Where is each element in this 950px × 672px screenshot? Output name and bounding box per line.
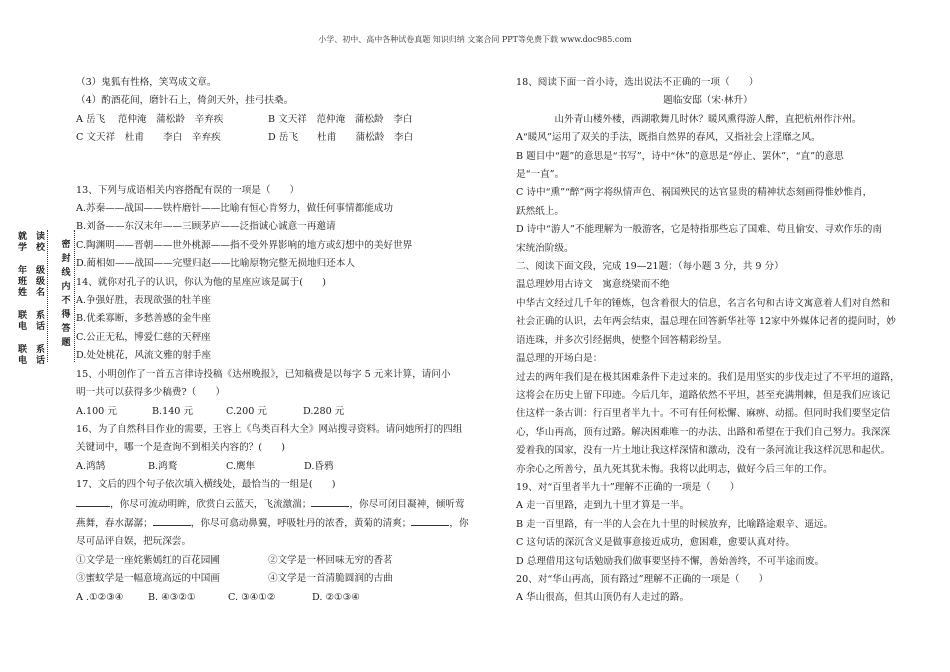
q15-stem-2: 明一共可以获得多少稿费?（ ） (76, 387, 226, 399)
q17-blank-2[interactable] (311, 495, 349, 507)
q17-sentence-1: ①文学是一座姹紫嫣红的百花园圃 (76, 554, 220, 566)
q16-option-b: B.鸿鹜 (148, 460, 178, 472)
q17-text-1: ，你尽可流动明眸，欣赏白云蓝天，飞流激湍； ，你尽可闭目凝神，倾听莺 (76, 495, 460, 514)
section-2-heading: 二、阅读下面文段，完成 19—21题：（每小题 3 分，共 9 分） (516, 261, 784, 273)
q15-option-b: B.140 元 (152, 405, 194, 417)
para-2: 温总理的开场白是： (516, 353, 603, 365)
q15-options (76, 403, 460, 421)
para-3-line-5: 爱着我的国家，没有一片土地让我这样深情和激动，没有一条河流让我这样沉思和起伏。 (516, 445, 891, 457)
q14-option-c: C.公正无私，博爱仁慈的天秤座 (76, 331, 211, 343)
q17-stem: 17、文后的四个句子依次填入横线处，最恰当的一组是( ) (76, 479, 336, 491)
q17-option-c: C. ③④①② (228, 591, 276, 603)
para-3-line-4: 心，华山再高，顶有过路。解决困难唯一的办法、出路和希望在于我们自己努力。我深深 (516, 426, 891, 438)
q17-text-2: 燕舞，春水潺潺； ，你尽可翕动鼻翼，呼吸牡丹的浓香，黄菊的清爽； ，你 (76, 514, 460, 533)
q18-option-b-1: B 题目中“题”的意思是“书写”，诗中“休”的意思是“停止、罢休”，“直”的意思 (516, 150, 844, 162)
q19-option-a: A 走一百里路，走到九十里才算是一半。 (516, 500, 690, 512)
seal-dotted-line-left (47, 230, 60, 362)
class-name-label: 年 级 班 级 姓 名 (18, 266, 46, 298)
q16-option-a: A.鸿鹄 (76, 460, 106, 472)
q17-sentence-3: ③蜜蚊学是一幅意境高远的中国画 (76, 573, 220, 585)
para-3-line-3: 住这样一条古训：行百里者半九十。不可有任何松懈、麻痹、动摇。但同时我们要坚定信 (516, 408, 891, 420)
q17-sentences-12 (76, 552, 460, 570)
para-1-line-3: 语连珠，并多次引经据典，使整个回答精彩纷呈。 (516, 334, 728, 346)
phone-label-1: 联 系 电 话 (18, 311, 46, 332)
binding-margin-info (18, 232, 48, 379)
q15-option-d: D.280 元 (303, 405, 345, 417)
q18-option-d-2: 宋统治阶级。 (516, 242, 574, 254)
q18-option-c-2: 跃然纸上。 (516, 205, 564, 217)
para-1-line-2: 社会正确的认识，去年两会结束，温总理在回答新华社等 12家中外媒体记者的提问时，妙 (516, 316, 896, 328)
q20-option-a: A 华山很高，但其山顶仍有人走过的路。 (516, 592, 690, 604)
q16-option-d: D.昏鸦 (304, 460, 334, 472)
q13-option-d: D.蔺相如——战国——完璧归赵——比喻原物完整无损地归还本人 (76, 258, 356, 270)
para-3-line-6: 亦余心之所善兮，虽九死其犹未悔。我将以此明志，做好今后三年的工作。 (516, 463, 833, 475)
right-column (516, 74, 900, 608)
school-label: 就 读 学 校 (18, 232, 46, 253)
q17-option-a: A .①②③④ (76, 591, 124, 603)
phone-label-2: 联 系 电 话 (18, 345, 46, 366)
q16-option-c: C.鹰隼 (226, 460, 256, 472)
q19-option-b: B 走一百里路，有一半的人会在九十里的时候放弃，比喻路途艰辛、遥远。 (516, 518, 834, 530)
page-header: 小学、初中、高中各种试卷真题 知识归纳 文案合同 PPT等免费下载 www.doc985.com (318, 35, 632, 44)
q12-option-c: C 文天祥 杜甫 李白 辛弃疾 (76, 132, 221, 144)
q18-stem: 18、阅读下面一首小诗，选出说法不正确的一项（ ） (516, 77, 759, 88)
q13-stem: 13、下列与成语相关内容搭配有误的一项是（ ） (76, 184, 300, 196)
q12-item-4: （4）酌酒花间，磨针石上，倚剑天外，挂弓扶桑。 (76, 95, 294, 107)
q12-options-cd (76, 129, 460, 147)
q12-option-b: B 文天祥 范仲淹 蒲松龄 李白 (268, 113, 413, 125)
para-1-line-1: 中华古文经过几千年的锤炼，包含着很大的信息，名言名句和古诗文寓意着人们对自然和 (516, 297, 891, 309)
q12-option-a: A 岳飞 范仲淹 蒲松龄 辛弃疾 (76, 113, 224, 125)
q12-option-d: D 岳飞 杜甫 蒲松龄 李白 (268, 132, 414, 144)
q13-option-c: C.陶渊明——晋朝——世外桃源——指不受外界影响的地方或幻想中的美好世界 (76, 239, 413, 251)
q12-options-ab (76, 111, 460, 129)
q17-blank-4[interactable] (411, 514, 449, 526)
para-3-line-2: 这将会在历史上留下印迹。今后几年，道路依然不平坦，甚至充满荆棘，但是我们应该记 (516, 389, 891, 401)
q19-option-d: D 总理借用这句话勉励我们做事要坚持不懈，善始善终，不可半途而废。 (516, 555, 825, 567)
q17-sentences-34 (76, 570, 460, 588)
q15-option-a: A.100 元 (76, 405, 117, 417)
q17-option-d: D. ②①③④ (312, 591, 360, 603)
q13-option-b: B.刘备——东汉末年——三顾茅庐——泛指诚心诚意一再邀请 (76, 221, 336, 233)
q16-stem-2: 关键词中，哪一个是查询不到相关内容的？( ) (76, 442, 285, 454)
q15-stem-1: 15、小明创作了一首五言律诗投稿《达州晚报》，已知稿费是以每字 5 元来计算，请问小 (76, 368, 451, 380)
q17-sentence-2: ②文学是一杯回味无穷的香茗 (268, 554, 393, 566)
q14-option-b: B.优柔寡断，多愁善感的金牛座 (76, 313, 211, 325)
q13-option-a: A.苏秦——战国——铁杵磨针——比喻有恒心肯努力，做任何事情都能成功 (76, 203, 393, 215)
q17-blank-1[interactable] (76, 495, 110, 507)
q17-sentence-4: ④文学是一首清脆圆润的古曲 (268, 573, 393, 585)
q16-stem-1: 16、为了自然科目作业的需要，王容上《鸟类百科大全》网站搜寻资料。请问她所打的四组 (76, 423, 463, 435)
q14-stem: 14、就你对孔子的认识，你认为他的星座应该是属于( ) (76, 276, 326, 288)
poem-text: 山外青山楼外楼，西湖歌舞几时休？暖风熏得游人醉，直把杭州作汴州。 (554, 113, 862, 125)
q15-option-c: C.200 元 (226, 405, 268, 417)
seal-dotted-line-right (74, 230, 75, 362)
para-3-line-1: 过去的两年我们是在极其困难条件下走过来的。我们是用坚实的步伐走过了不平坦的道路， (516, 371, 900, 383)
q18-option-b-2: 是“一直”。 (516, 169, 565, 181)
q16-options (76, 458, 460, 476)
q18-option-a: A“暖风”运用了双关的手法，既指自然界的春风，又指社会上淫靡之风。 (516, 132, 821, 144)
q14-option-d: D.处处桃花，风流文雅的射手座 (76, 350, 212, 362)
q17-blank-3[interactable] (153, 514, 191, 526)
q14-option-a: A.争强好胜，表现欲强的牡羊座 (76, 295, 211, 307)
q18-option-c-1: C 诗中“熏”“醉”两字将纵情声色、祸国殃民的达官显贵的精神状态刻画得惟妙惟肖， (516, 187, 873, 199)
seal-line-notice: 密 封 线 内 不 得 答 题 (61, 240, 71, 348)
q17-option-b: B. ④③②① (148, 591, 196, 603)
q20-stem: 20、对“华山再高，顶有路过”理解不正确的一项是（ ） (516, 573, 769, 585)
left-column (76, 74, 469, 607)
q17-options (76, 589, 460, 607)
q19-option-c: C 这句话的深沉含义是做事意接近成功，愈困难，愈要认真对待。 (516, 537, 796, 549)
q18-option-d-1: D 诗中“游人”不能理解为一般游客，它是特指那些忘了国难、苟且偷安、寻欢作乐的南 (516, 224, 882, 236)
q19-stem: 19、对“百里者半九十”理解不正确的一项是（ ） (516, 481, 740, 493)
article-title: 温总理妙用古诗文 寓意绕梁而不绝 (516, 279, 670, 291)
poem-title: 题临安邸（宋·林升） (663, 95, 753, 107)
q12-item-3: （3）鬼狐有性格，笑骂成文章。 (76, 77, 217, 88)
q17-text-3: 尽可品评自娱，把玩深尝。 (76, 536, 192, 548)
